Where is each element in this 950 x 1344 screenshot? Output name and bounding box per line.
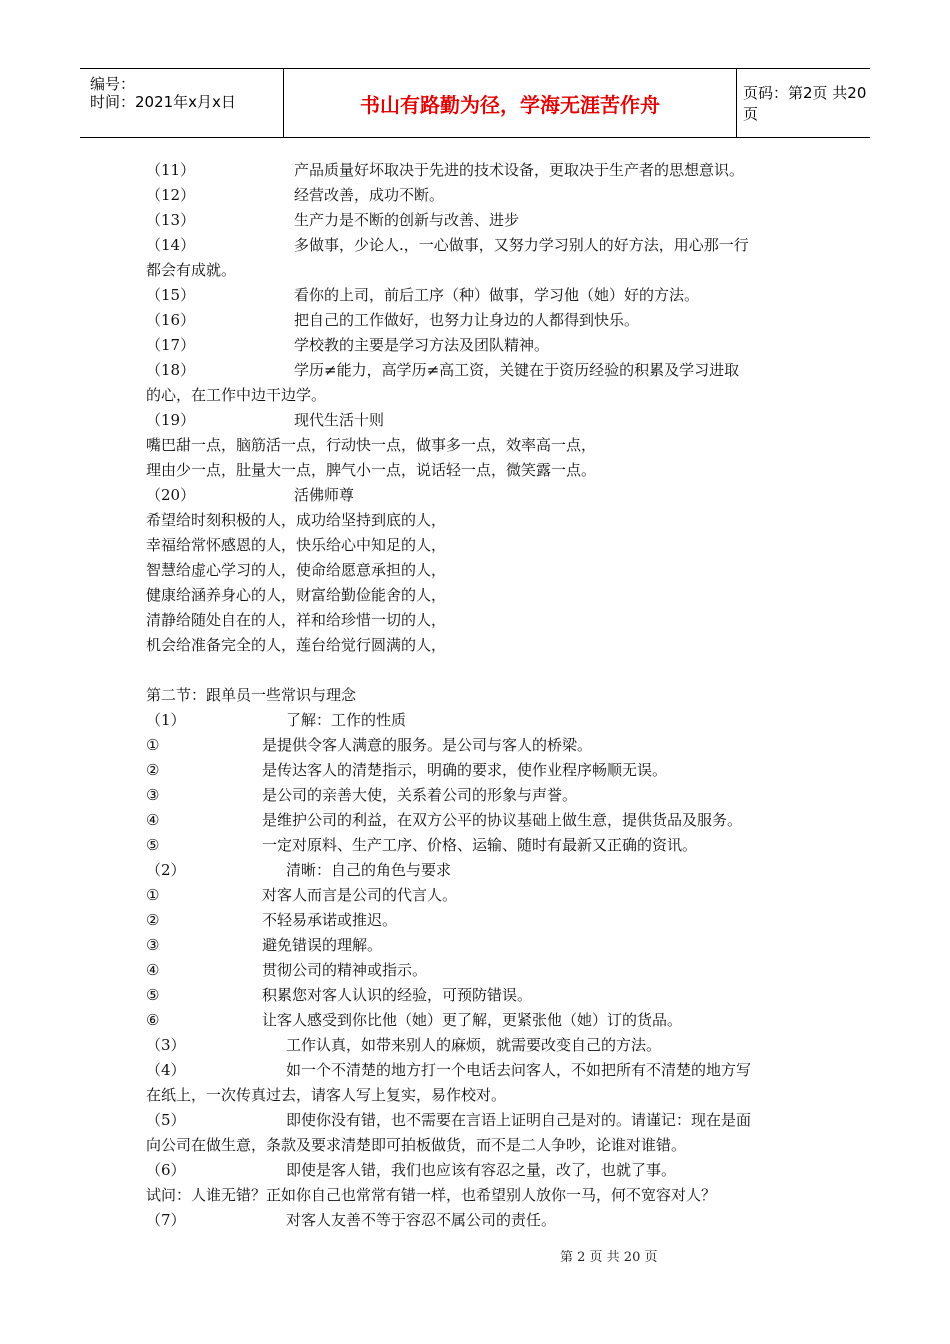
verse-line: 幸福给常怀感恩的人，快乐给心中知足的人， <box>146 536 447 554</box>
part-heading: （6） 即使是客人错，我们也应该有容忍之量，改了，也就了事。 <box>146 1161 677 1179</box>
list-item: （17） 学校教的主要是学习方法及团队精神。 <box>146 336 550 354</box>
list-item-continuation: 的心，在工作中边干边学。 <box>146 386 327 404</box>
list-item: ② 不轻易承诺或推迟。 <box>146 911 398 929</box>
verse-line: 智慧给虚心学习的人，使命给愿意承担的人， <box>146 561 447 579</box>
doc-number-label: 编号： <box>90 75 136 93</box>
paragraph-continuation: 试问：人谁无错？正如你自己也常常有错一样，也希望别人放你一马，何不宽容对人？ <box>146 1186 717 1204</box>
doc-date-label: 时间：2021年x月x日 <box>90 93 236 111</box>
list-item: ① 对客人而言是公司的代言人。 <box>146 886 458 904</box>
spacer <box>146 658 816 683</box>
part-heading: （1） 了解：工作的性质 <box>146 711 407 729</box>
list-item: ⑤ 积累您对客人认识的经验，可预防错误。 <box>146 986 533 1004</box>
rule-line: 理由少一点，肚量大一点，脾气小一点，说话轻一点，微笑露一点。 <box>146 461 597 479</box>
section-title: 第二节：跟单员一些常识与理念 <box>146 686 357 704</box>
page-footer: 第 2 页 共 20 页 <box>560 1250 658 1265</box>
rule-line: 嘴巴甜一点，脑筋活一点，行动快一点，做事多一点，效率高一点， <box>146 436 597 454</box>
part-heading: （7） 对客人友善不等于容忍不属公司的责任。 <box>146 1211 557 1229</box>
header-meta-cell <box>80 69 283 137</box>
list-item: ⑤ 一定对原料、生产工序、价格、运输、随时有最新又正确的资讯。 <box>146 836 698 854</box>
document-body <box>146 158 816 1233</box>
list-item-continuation: 都会有成就。 <box>146 261 237 279</box>
header-page-info: 页码：第2页 共20页 <box>743 84 867 123</box>
list-item: ③ 是公司的亲善大使，关系着公司的形象与声誉。 <box>146 786 578 804</box>
part-heading: （5） 即使你没有错，也不需要在言语上证明自己是对的。请谨记：现在是面 <box>146 1111 752 1129</box>
page-header <box>80 68 870 138</box>
list-item: （15） 看你的上司，前后工序（种）做事，学习他（她）好的方法。 <box>146 286 700 304</box>
paragraph-continuation: 在纸上，一次传真过去，请客人写上复实，易作校对。 <box>146 1086 507 1104</box>
list-item: ⑥ 让客人感受到你比他（她）更了解，更紧张他（她）订的货品。 <box>146 1011 683 1029</box>
list-item: （14） 多做事，少论人.，一心做事，又努力学习别人的好方法，用心那一行 <box>146 236 749 254</box>
header-motto-cell <box>283 69 737 137</box>
part-heading: （4） 如一个不清楚的地方打一个电话去问客人，不如把所有不清楚的地方写 <box>146 1061 752 1079</box>
header-motto: 书山有路勤为径，学海无涯苦作舟 <box>360 92 660 117</box>
list-item: （13） 生产力是不断的创新与改善、进步 <box>146 211 520 229</box>
list-item: ② 是传达客人的清楚指示，明确的要求，使作业程序畅顺无误。 <box>146 761 668 779</box>
part-heading: （3） 工作认真，如带来别人的麻烦，就需要改变自己的方法。 <box>146 1036 662 1054</box>
list-item: （16） 把自己的工作做好，也努力让身边的人都得到快乐。 <box>146 311 640 329</box>
verse-line: 希望给时刻积极的人，成功给坚持到底的人， <box>146 511 447 529</box>
list-item: ④ 是维护公司的利益，在双方公平的协议基础上做生意，提供货品及服务。 <box>146 811 743 829</box>
list-item: （12） 经营改善，成功不断。 <box>146 186 445 204</box>
list-item: （11） 产品质量好坏取决于先进的技术设备，更取决于生产者的思想意识。 <box>146 161 745 179</box>
list-item: ① 是提供令客人满意的服务。是公司与客人的桥梁。 <box>146 736 593 754</box>
list-item: （18） 学历≠能力，高学历≠高工资，关键在于资历经验的积累及学习进取 <box>146 361 740 379</box>
header-page-cell <box>737 69 870 137</box>
list-item: （20） 活佛师尊 <box>146 486 355 504</box>
part-heading: （2） 清晰：自己的角色与要求 <box>146 861 452 879</box>
list-item: （19） 现代生活十则 <box>146 411 385 429</box>
list-item: ④ 贯彻公司的精神或指示。 <box>146 961 428 979</box>
list-item: ③ 避免错误的理解。 <box>146 936 383 954</box>
verse-line: 清静给随处自在的人，祥和给珍惜一切的人， <box>146 611 447 629</box>
verse-line: 健康给涵养身心的人，财富给勤俭能舍的人， <box>146 586 447 604</box>
paragraph-continuation: 向公司在做生意，条款及要求清楚即可拍板做货，而不是二人争吵，论谁对谁错。 <box>146 1136 687 1154</box>
verse-line: 机会给准备完全的人，莲台给觉行圆满的人， <box>146 636 447 654</box>
